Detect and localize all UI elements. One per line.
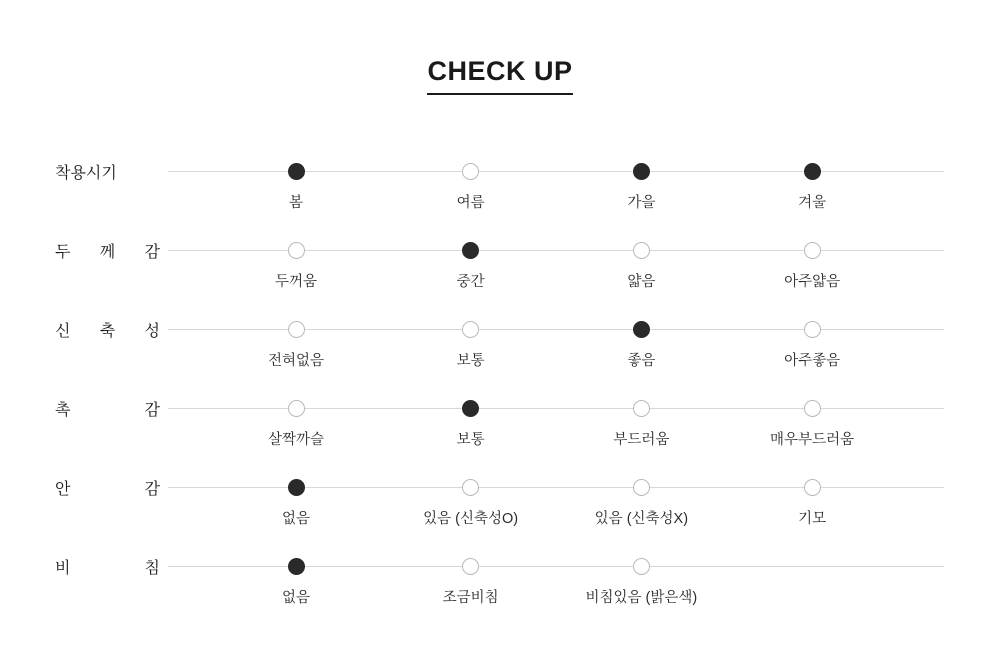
option-label: 없음 xyxy=(282,511,311,527)
option-selected[interactable] xyxy=(206,456,386,528)
radio-empty-icon[interactable] xyxy=(462,163,479,180)
row-label-char: 비 xyxy=(55,560,71,577)
option-label: 조금비침 xyxy=(442,590,499,606)
radio-empty-icon[interactable] xyxy=(288,400,305,417)
radio-empty-icon[interactable] xyxy=(462,479,479,496)
radio-filled-icon[interactable] xyxy=(288,163,305,180)
option-unselected[interactable] xyxy=(206,377,386,449)
option-label: 중간 xyxy=(456,274,485,290)
option-label: 보통 xyxy=(456,353,485,369)
radio-empty-icon[interactable] xyxy=(633,558,650,575)
row-label-char: 감 xyxy=(144,244,160,261)
option-unselected[interactable] xyxy=(551,456,731,528)
radio-empty-icon[interactable] xyxy=(633,479,650,496)
row-label-char: 감 xyxy=(144,402,160,419)
option-unselected[interactable] xyxy=(722,456,902,528)
check-up-row xyxy=(0,456,1000,535)
check-up-row xyxy=(0,140,1000,219)
option-unselected[interactable] xyxy=(722,219,902,291)
option-label: 겨울 xyxy=(798,195,827,211)
option-unselected[interactable] xyxy=(381,298,561,370)
radio-empty-icon[interactable] xyxy=(288,321,305,338)
check-up-rows xyxy=(0,140,1000,614)
radio-filled-icon[interactable] xyxy=(804,163,821,180)
radio-empty-icon[interactable] xyxy=(804,479,821,496)
option-unselected[interactable] xyxy=(722,298,902,370)
option-label: 가을 xyxy=(627,195,656,211)
option-selected[interactable] xyxy=(551,298,731,370)
option-selected[interactable] xyxy=(381,219,561,291)
radio-filled-icon[interactable] xyxy=(633,163,650,180)
radio-empty-icon[interactable] xyxy=(462,321,479,338)
radio-empty-icon[interactable] xyxy=(804,400,821,417)
radio-filled-icon[interactable] xyxy=(462,242,479,259)
radio-filled-icon[interactable] xyxy=(288,558,305,575)
option-unselected[interactable] xyxy=(381,456,561,528)
option-unselected[interactable] xyxy=(381,535,561,607)
radio-empty-icon[interactable] xyxy=(288,242,305,259)
option-unselected[interactable] xyxy=(551,377,731,449)
option-unselected[interactable] xyxy=(722,377,902,449)
option-label: 매우부드러움 xyxy=(770,432,855,448)
option-label: 부드러움 xyxy=(613,432,670,448)
option-label: 살짝까슬 xyxy=(268,432,325,448)
row-options xyxy=(168,535,944,614)
option-label: 없음 xyxy=(282,590,311,606)
row-label xyxy=(55,555,160,578)
option-label: 두꺼움 xyxy=(275,274,318,290)
row-label xyxy=(55,239,160,262)
option-unselected[interactable] xyxy=(206,219,386,291)
row-options xyxy=(168,377,944,456)
option-unselected[interactable] xyxy=(551,219,731,291)
option-selected[interactable] xyxy=(551,140,731,212)
radio-empty-icon[interactable] xyxy=(633,242,650,259)
row-label-char: 촉 xyxy=(55,402,71,419)
check-up-row xyxy=(0,377,1000,456)
row-label-char: 침 xyxy=(144,560,160,577)
option-unselected[interactable] xyxy=(206,298,386,370)
row-label: 착용시기 xyxy=(55,165,117,182)
page-title-text: CHECK UP xyxy=(427,56,572,95)
radio-empty-icon[interactable] xyxy=(804,321,821,338)
option-label: 아주좋음 xyxy=(784,353,841,369)
row-label-char: 께 xyxy=(99,244,116,261)
radio-empty-icon[interactable] xyxy=(633,400,650,417)
row-label-char: 감 xyxy=(144,481,160,498)
check-up-row xyxy=(0,298,1000,377)
radio-filled-icon[interactable] xyxy=(462,400,479,417)
option-label: 아주얇음 xyxy=(784,274,841,290)
option-selected[interactable] xyxy=(206,535,386,607)
row-options xyxy=(168,219,944,298)
row-label-char: 축 xyxy=(99,323,116,340)
option-label: 있음 (신축성O) xyxy=(423,511,519,527)
check-up-row xyxy=(0,219,1000,298)
row-options xyxy=(168,456,944,535)
row-options xyxy=(168,140,944,219)
option-label: 보통 xyxy=(456,432,485,448)
radio-empty-icon[interactable] xyxy=(804,242,821,259)
option-unselected[interactable] xyxy=(381,140,561,212)
option-label: 좋음 xyxy=(627,353,656,369)
option-label: 전혀없음 xyxy=(268,353,325,369)
row-label xyxy=(55,318,160,341)
option-label: 비침있음 (밝은색) xyxy=(585,590,698,606)
row-label-char: 안 xyxy=(55,481,71,498)
row-label-char: 성 xyxy=(144,323,160,340)
option-label: 여름 xyxy=(456,195,485,211)
option-label: 기모 xyxy=(798,511,827,527)
row-options xyxy=(168,298,944,377)
option-selected[interactable] xyxy=(381,377,561,449)
option-label: 있음 (신축성X) xyxy=(594,511,689,527)
row-label-char: 신 xyxy=(55,323,71,340)
radio-filled-icon[interactable] xyxy=(288,479,305,496)
option-unselected[interactable] xyxy=(551,535,731,607)
row-label xyxy=(55,397,160,420)
option-selected[interactable] xyxy=(206,140,386,212)
page-title xyxy=(0,56,1000,95)
radio-filled-icon[interactable] xyxy=(633,321,650,338)
radio-empty-icon[interactable] xyxy=(462,558,479,575)
row-label-char: 두 xyxy=(55,244,71,261)
check-up-row xyxy=(0,535,1000,614)
option-label: 얇음 xyxy=(627,274,656,290)
row-label xyxy=(55,476,160,499)
option-label: 봄 xyxy=(289,195,304,211)
option-selected[interactable] xyxy=(722,140,902,212)
